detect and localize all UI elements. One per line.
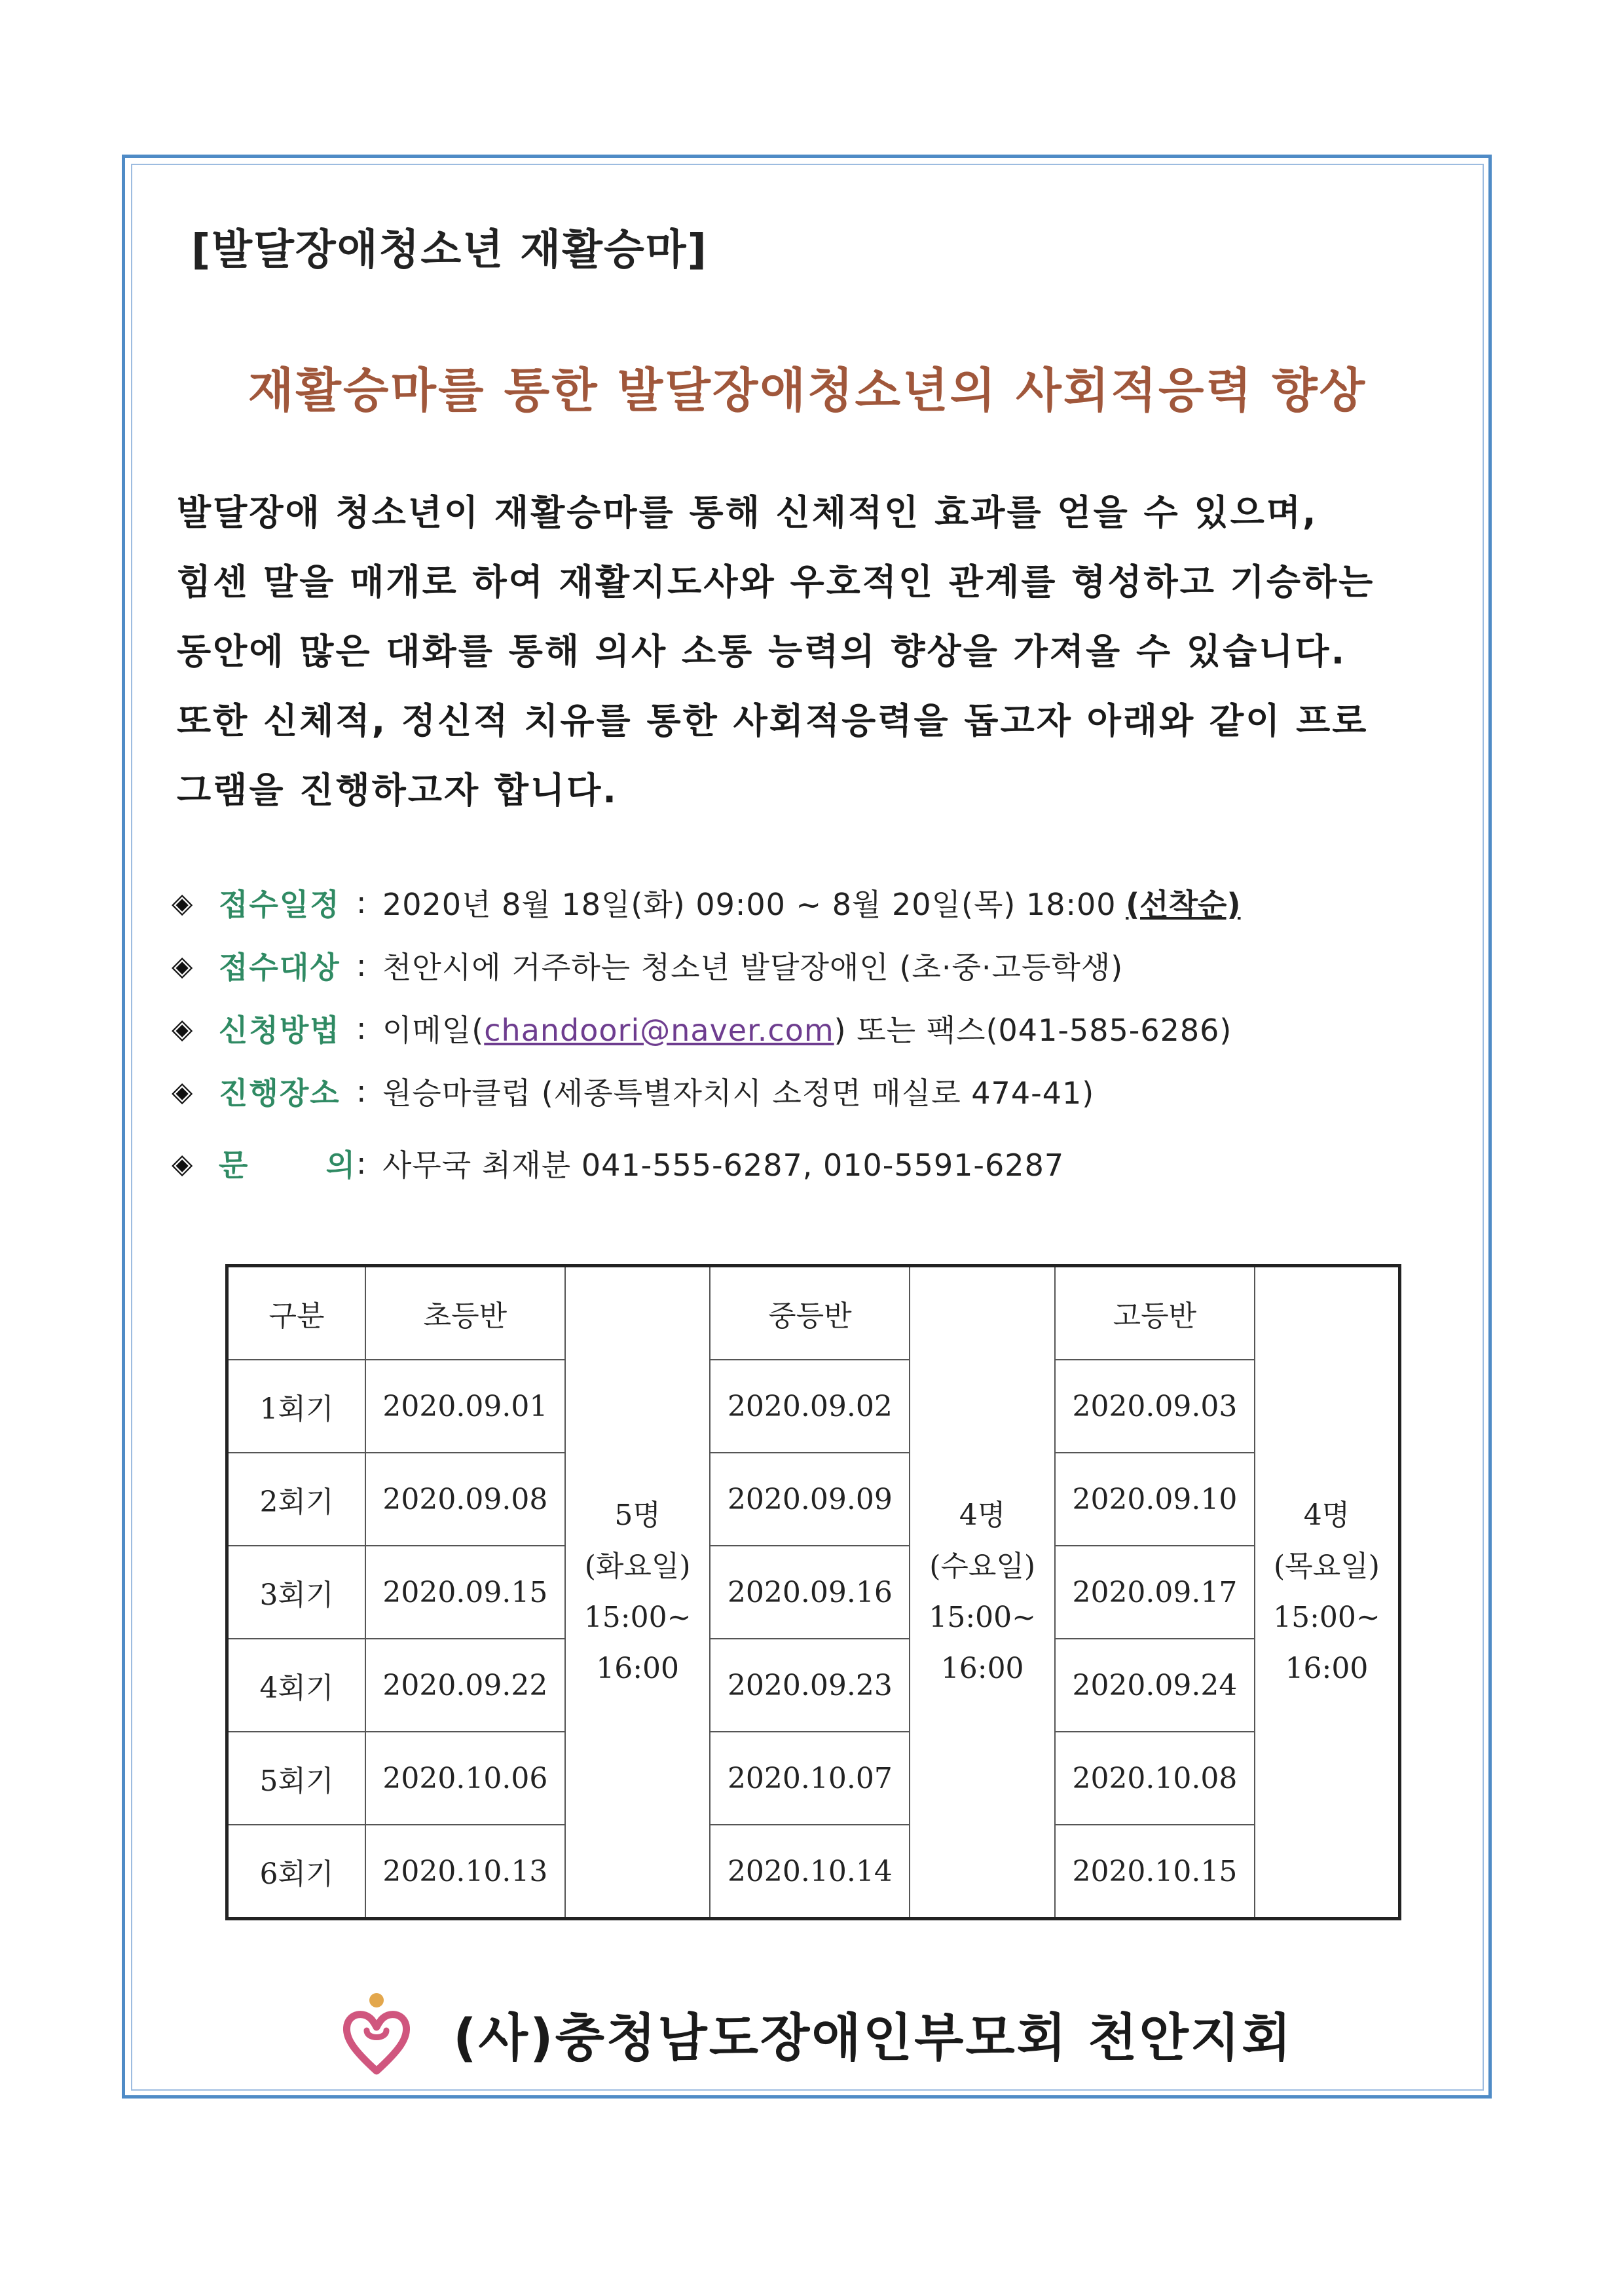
elem-end: 16:00 bbox=[596, 1652, 680, 1685]
intro-line: 동안에 많은 대화를 통해 의사 소통 능력의 향상을 가져올 수 있습니다. bbox=[177, 631, 1347, 672]
mid-class-info bbox=[910, 1266, 1055, 1919]
method-label: 신청방법 bbox=[219, 1013, 341, 1048]
high-date-cell: 2020.09.10 bbox=[1055, 1453, 1255, 1546]
diamond-bullet-icon: ◈ bbox=[172, 1075, 193, 1108]
colon: : bbox=[356, 1011, 367, 1046]
high-date-cell: 2020.09.03 bbox=[1055, 1360, 1255, 1453]
elem-date-cell: 2020.09.01 bbox=[365, 1360, 565, 1453]
elem-date-cell: 2020.10.06 bbox=[365, 1732, 565, 1825]
elem-count: 5명 bbox=[614, 1499, 661, 1532]
method-prefix: 이메일( bbox=[382, 1013, 485, 1048]
info-list bbox=[172, 871, 1241, 1195]
mid-count: 4명 bbox=[959, 1499, 1006, 1532]
session-cell: 3회기 bbox=[227, 1546, 365, 1639]
mid-day: (수요일) bbox=[929, 1550, 1036, 1583]
diamond-bullet-icon: ◈ bbox=[172, 1012, 193, 1045]
session-cell: 4회기 bbox=[227, 1639, 365, 1732]
high-date-cell: 2020.10.08 bbox=[1055, 1732, 1255, 1825]
header-cell: 고등반 bbox=[1055, 1266, 1255, 1360]
elem-date-cell: 2020.09.15 bbox=[365, 1546, 565, 1639]
elem-date-cell: 2020.10.13 bbox=[365, 1825, 565, 1919]
high-count: 4명 bbox=[1303, 1499, 1350, 1532]
reception-label: 접수일정 bbox=[219, 887, 341, 922]
high-date-cell: 2020.09.24 bbox=[1055, 1639, 1255, 1732]
table-row bbox=[227, 1360, 1400, 1453]
mid-date-cell: 2020.09.02 bbox=[710, 1360, 910, 1453]
organization-name: (사)충청남도장애인부모회 천안지회 bbox=[453, 2009, 1293, 2068]
high-start: 15:00~ bbox=[1273, 1601, 1380, 1634]
footer bbox=[341, 1991, 1293, 2076]
email-link[interactable]: chandoori@naver.com bbox=[484, 1013, 834, 1048]
mid-date-cell: 2020.09.09 bbox=[710, 1453, 910, 1546]
table-row bbox=[227, 1639, 1400, 1732]
session-cell: 1회기 bbox=[227, 1360, 365, 1453]
intro-line: 힘센 말을 매개로 하여 재활지도사와 우호적인 관계를 형성하고 기승하는 bbox=[177, 561, 1375, 603]
header-cell: 초등반 bbox=[365, 1266, 565, 1360]
info-item-method bbox=[172, 997, 1241, 1060]
mid-date-cell: 2020.10.07 bbox=[710, 1732, 910, 1825]
elem-date-cell: 2020.09.08 bbox=[365, 1453, 565, 1546]
venue-label: 진행장소 bbox=[219, 1075, 341, 1111]
high-class-info bbox=[1255, 1266, 1400, 1919]
method-suffix: ) 또는 팩스(041-585-6286) bbox=[834, 1013, 1232, 1048]
info-item-venue bbox=[172, 1060, 1241, 1123]
header-cell: 중등반 bbox=[710, 1266, 910, 1360]
contact-label-left: 문 bbox=[219, 1148, 249, 1183]
diamond-bullet-icon: ◈ bbox=[172, 886, 193, 919]
elem-class-info bbox=[565, 1266, 710, 1919]
intro-line: 발달장애 청소년이 재활승마를 통해 신체적인 효과를 얻을 수 있으며, bbox=[177, 492, 1318, 533]
table-row bbox=[227, 1453, 1400, 1546]
mid-date-cell: 2020.09.16 bbox=[710, 1546, 910, 1639]
high-date-cell: 2020.10.15 bbox=[1055, 1825, 1255, 1919]
method-value bbox=[382, 1007, 1232, 1050]
high-date-cell: 2020.09.17 bbox=[1055, 1546, 1255, 1639]
category-tag: [발달장애청소년 재활승마] bbox=[191, 226, 708, 274]
header-cell: 구분 bbox=[227, 1266, 365, 1360]
info-item-target bbox=[172, 934, 1241, 997]
high-end: 16:00 bbox=[1285, 1652, 1369, 1685]
elem-day: (화요일) bbox=[584, 1550, 691, 1583]
high-day: (목요일) bbox=[1274, 1550, 1380, 1583]
colon: : bbox=[356, 1073, 367, 1109]
table-header-row bbox=[227, 1266, 1400, 1360]
diamond-bullet-icon: ◈ bbox=[172, 1147, 193, 1180]
session-cell: 5회기 bbox=[227, 1732, 365, 1825]
info-item-contact bbox=[172, 1132, 1241, 1195]
mid-end: 16:00 bbox=[940, 1652, 1024, 1685]
target-label: 접수대상 bbox=[219, 950, 341, 985]
mid-start: 15:00~ bbox=[929, 1601, 1036, 1634]
session-cell: 6회기 bbox=[227, 1825, 365, 1919]
table-row bbox=[227, 1825, 1400, 1919]
contact-value: 사무국 최재분 041-555-6287, 010-5591-6287 bbox=[382, 1148, 1065, 1183]
intro-line: 그램을 진행하고자 합니다. bbox=[177, 770, 618, 811]
schedule-table bbox=[225, 1264, 1401, 1920]
mid-date-cell: 2020.09.23 bbox=[710, 1639, 910, 1732]
table-row bbox=[227, 1732, 1400, 1825]
intro-line: 또한 신체적, 정신적 치유를 통한 사회적응력을 돕고자 아래와 같이 프로 bbox=[177, 700, 1369, 741]
session-cell: 2회기 bbox=[227, 1453, 365, 1546]
contact-label-right: 의 bbox=[325, 1148, 356, 1183]
heart-person-logo-icon bbox=[341, 1991, 413, 2076]
headline: 재활승마를 통한 발달장애청소년의 사회적응력 향상 bbox=[248, 363, 1367, 418]
reception-value: 2020년 8월 18일(화) 09:00 ~ 8월 20일(목) 18:00 bbox=[382, 887, 1116, 922]
elem-start: 15:00~ bbox=[583, 1601, 692, 1634]
diamond-bullet-icon: ◈ bbox=[172, 949, 193, 982]
colon: : bbox=[356, 885, 367, 920]
colon: : bbox=[356, 1146, 367, 1181]
mid-date-cell: 2020.10.14 bbox=[710, 1825, 910, 1919]
first-come-note: (선착순) bbox=[1126, 887, 1241, 922]
target-value: 천안시에 거주하는 청소년 발달장애인 (초·중·고등학생) bbox=[382, 950, 1124, 985]
contact-label bbox=[219, 1142, 356, 1185]
intro-paragraph bbox=[177, 478, 1454, 825]
info-item-reception bbox=[172, 871, 1241, 934]
colon: : bbox=[356, 948, 367, 983]
table-row bbox=[227, 1546, 1400, 1639]
venue-value: 원승마클럽 (세종특별자치시 소정면 매실로 474-41) bbox=[382, 1075, 1095, 1111]
elem-date-cell: 2020.09.22 bbox=[365, 1639, 565, 1732]
